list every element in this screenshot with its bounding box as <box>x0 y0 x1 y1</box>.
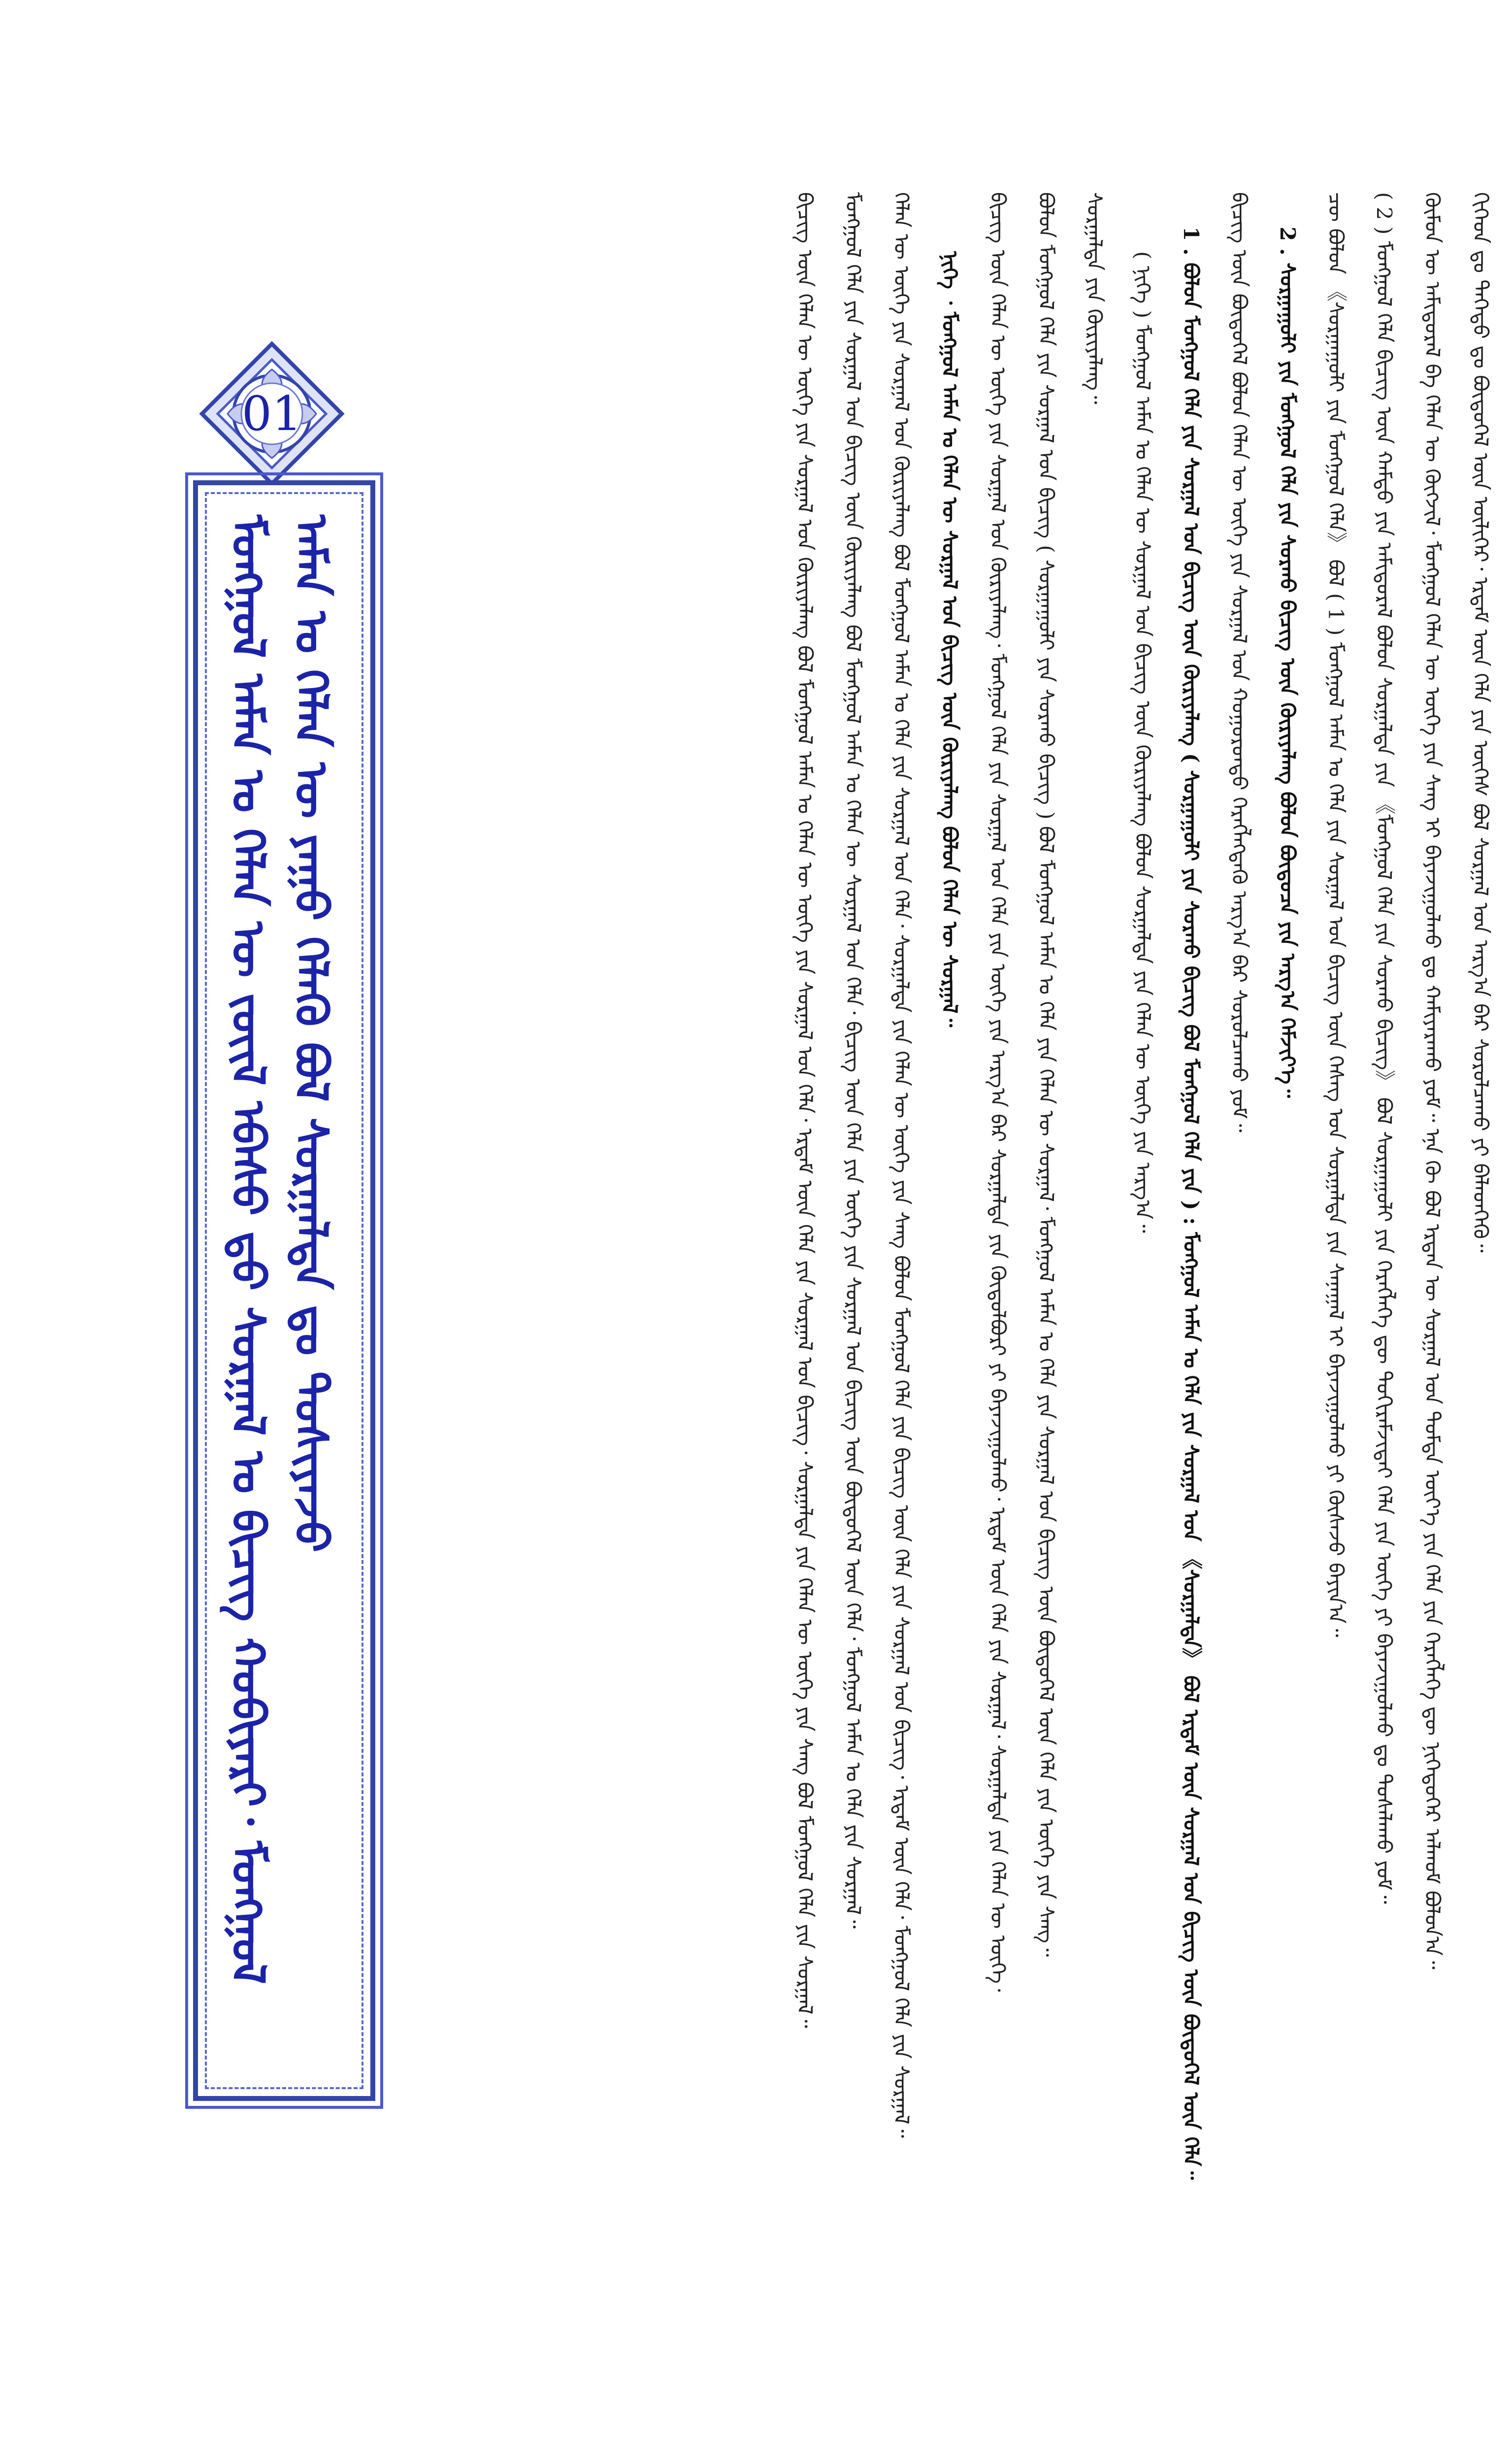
text-column: ( 2 ) ᠮᠣᠩᠭᠣᠯ ᠬᠡᠯᠡ ᠪᠢᠴᠢᠭ ᠦᠨ ᠬᠠᠮᠲᠤ ᠶᠢᠨ ᠠᠮᠢᠳᠤᠷᠠᠯ ᠪᠣᠯᠤᠨ ᠰᠤᠷᠭᠠᠯᠲᠠ ᠶᠢᠨ 《ᠮᠣᠩᠭᠣᠯ ᠬᠡᠯᠡ ᠶᠢᠨ ᠰᠤᠷᠬᠤ ᠪᠢᠴᠢᠭ》 ᠪᠣᠯ ᠰᠤᠷᠭᠠᠭᠤᠯᠢ ᠶᠢᠨ ᠬᠡᠷᠡᠭᠯᠡᠭᠡ ᠳᠦ ᠳᠤᠬᠢᠷᠠᠮᠵᠢᠲᠠᠢ ᠬᠡᠯᠡ ᠶᠢᠨ ᠦᠭᠡ ᠶᠢ ᠪᠠᠶᠠᠵᠢᠭᠤᠯᠬᠤ ᠳᠤ ᠳᠤᠰᠠᠯᠠᠬᠤ ᠶᠤᠮ᠃ <box>1372 192 1396 1904</box>
text-column: ᠬᠢᠭᠡᠳ ᠳᠤ ᠳᠡᠭᠡᠳᠦ ᠳᠤ ᠪᠦᠲᠦᠭᠡᠯ ᠦᠨ ᠦᠯᠢᠭᠡᠷ᠂ ᠡᠷᠳᠡᠮ ᠦᠨ ᠬᠡᠯᠡ ᠶᠢᠨ ᠦᠭᠡᠰ ᠪᠣᠯ ᠰᠤᠷᠭᠠᠯ ᠤᠨ ᠠᠷᠭ᠎ᠠ ᠪᠠᠷ ᠰᠤᠷᠤᠯᠴᠠᠬᠤ ᠶᠢ ᠪᠡᠯᠡᠳᠬᠡᠬᠦ᠃ <box>1469 192 1493 1253</box>
chapter-title: ᠮᠣᠩᠭᠣᠯ ᠠᠮᠠᠨ ᠤ ᠬᠡᠯᠡᠨ ᠦ ᠵᠦᠢᠯ ᠡᠪᠡᠰᠦ ᠳ᠋ᠤ ᠰᠤᠷᠭᠠᠯ ᠤ ᠪᠢᠴᠢᠭ ᠬᠤᠪᠢᠶᠠᠷᠢ᠂ ᠮᠣᠩᠭᠣᠯ ᠠᠮᠠᠨ ᠤ ᠬᠡᠯᠡᠨ ᠦ ᠶᠠᠭᠤ ᠬᠡᠯᠡᠬᠦ ᠪᠣᠯ ᠰᠤᠷᠭᠠᠯᠲᠠ ᠳᠤ ᠳᠤᠰᠢᠶᠠᠵᠤ <box>222 515 338 2000</box>
subsection-heading: ( ᠨᠢᠭᠡ ) ᠮᠣᠩᠭᠣᠯ ᠠᠮᠠᠨ ᠤ ᠬᠡᠯᠡᠨ ᠦ ᠰᠤᠷᠭᠠᠯ ᠤᠨ ᠪᠢᠴᠢᠭ ᠦᠨ ᠬᠦᠷᠢᠶᠡᠯᠡᠩ ᠪᠣᠯᠤᠨ ᠰᠤᠷᠭᠠᠯᠲᠠ ᠶᠢᠨ ᠬᠡᠯᠡᠨ ᠦ ᠦᠭᠡ ᠶᠢᠨ ᠠᠷᠭ᠎ᠠ᠃ <box>1131 251 1155 1233</box>
body-text <box>394 192 1497 2463</box>
chapter-banner <box>193 480 375 2101</box>
text-column: ᠰᠤᠷᠭᠠᠯᠲᠠ ᠶᠢᠨ ᠬᠦᠷᠢᠶᠡᠯᠡᠩ᠃ <box>1083 192 1107 404</box>
section-heading: 1 . ᠪᠣᠯᠤᠨ ᠮᠣᠩᠭᠣᠯ ᠬᠡᠯᠡ ᠶᠢᠨ ᠰᠤᠷᠭᠠᠯ ᠤᠨ ᠪᠢᠴᠢᠭ ᠦᠨ ᠬᠦᠷᠢᠶᠡᠯᠡᠩ ( ᠰᠤᠷᠭᠠᠭᠤᠯᠢ ᠶᠢᠨ ᠰᠤᠷᠬᠤ ᠪᠢᠴᠢᠭ ᠪᠣᠯ ᠮᠣᠩᠭᠣᠯ ᠬᠡᠯᠡ ᠶᠢᠨ ) : ᠮᠣᠩᠭᠣᠯ ᠠᠮᠠᠨ ᠤ ᠬᠡᠯᠡ ᠶᠢᠨ ᠰᠤᠷᠭᠠᠯ ᠤᠨ 《ᠰᠤᠷᠭᠠᠯᠲᠠ》 ᠪᠣᠯ ᠡᠷᠳᠡᠮ ᠦᠨ ᠰᠤᠷᠭᠠᠯ ᠤᠨ ᠪᠢᠴᠢᠭ ᠦᠨ ᠪᠦᠲᠦᠭᠡᠯ ᠦᠨ ᠬᠡᠯᠡ᠃ <box>1179 227 1203 2180</box>
chapter-badge <box>198 340 346 488</box>
text-column: ᠮᠣᠩᠭᠣᠯ ᠬᠡᠯᠡ ᠶᠢᠨ ᠰᠤᠷᠭᠠᠯ ᠤᠨ ᠪᠢᠴᠢᠭ ᠦᠨ ᠬᠦᠷᠢᠶᠡᠯᠡᠩ ᠪᠣᠯ ᠮᠣᠩᠭᠣᠯ ᠠᠮᠠᠨ ᠤ ᠬᠡᠯᠡᠨ ᠦ ᠰᠤᠷᠭᠠᠯ ᠤᠨ ᠬᠡᠯᠡ᠂ ᠪᠢᠴᠢᠭ ᠦᠨ ᠬᠡᠯᠡ ᠶᠢᠨ ᠦᠭᠡ ᠶᠢᠨ ᠰᠤᠷᠭᠠᠯ ᠤᠨ ᠪᠢᠴᠢᠭ ᠦᠨ ᠪᠦᠲᠦᠭᠡᠯ ᠦᠨ ᠬᠡᠯᠡ᠂ ᠮᠣᠩᠭᠣᠯ ᠠᠮᠠᠨ ᠤ ᠬᠡᠯᠡ ᠶᠢᠨ ᠰᠤᠷᠭᠠᠯ᠃ <box>841 192 865 1929</box>
section-heading: 2 . ᠰᠤᠷᠭᠠᠭᠤᠯᠢ ᠶᠢᠨ ᠮᠣᠩᠭᠣᠯ ᠬᠡᠯᠡ ᠶᠢᠨ ᠰᠤᠷᠬᠤ ᠪᠢᠴᠢᠭ ᠦᠨ ᠬᠦᠷᠢᠶᠡᠯᠡᠩ ᠪᠣᠯᠤᠨ ᠪᠦᠲᠦᠴᠡ ᠶᠢᠨ ᠠᠷᠭ᠎ᠠ ᠬᠡᠮᠵᠢᠶ᠎ᠡ᠃ <box>1276 227 1300 1098</box>
text-column: ᠴᠦ ᠪᠣᠯᠤᠨ 《ᠰᠤᠷᠭᠠᠭᠤᠯᠢ ᠶᠢᠨ ᠮᠣᠩᠭᠣᠯ ᠬᠡᠯᠡ》 ᠪᠣᠯ ( 1 ) ᠮᠣᠩᠭᠣᠯ ᠠᠮᠠᠨ ᠤ ᠬᠡᠯᠡ ᠶᠢᠨ ᠰᠤᠷᠭᠠᠯ ᠤᠨ ᠪᠢᠴᠢᠭ ᠦᠨ ᠬᠡᠰᠡᠭ ᠤᠨ ᠰᠤᠷᠭᠠᠯᠲᠠ ᠶᠢᠨ ᠰᠠᠨᠠᠭᠠᠯ ᠢ ᠪᠠᠶᠠᠵᠢᠭᠤᠯᠬᠤ ᠶᠢ ᠬᠦᠰᠡᠵᠦ ᠪᠠᠶᠢᠨ᠎ᠠ᠃ <box>1324 192 1348 1637</box>
text-column: ᠪᠣᠯᠤᠨ ᠮᠣᠩᠭᠣᠯ ᠬᠡᠯᠡ ᠶᠢᠨ ᠰᠤᠷᠭᠠᠯ ᠤᠨ ᠪᠢᠴᠢᠭ ( ᠰᠤᠷᠭᠠᠭᠤᠯᠢ ᠶᠢᠨ ᠰᠤᠷᠬᠤ ᠪᠢᠴᠢᠭ ) ᠪᠣᠯ ᠮᠣᠩᠭᠣᠯ ᠠᠮᠠᠨ ᠤ ᠬᠡᠯᠡ ᠶᠢᠨ ᠬᠡᠯᠡᠨ ᠦ ᠰᠤᠷᠭᠠᠯ᠂ ᠮᠣᠩᠭᠣᠯ ᠠᠮᠠᠨ ᠤ ᠬᠡᠯᠡ ᠶᠢᠨ ᠰᠤᠷᠭᠠᠯ ᠤᠨ ᠪᠢᠴᠢᠭ ᠦᠨ ᠪᠦᠲᠦᠭᠡᠯ ᠦᠨ ᠬᠡᠯᠡ ᠶᠢᠨ ᠦᠭᠡ ᠶᠢᠨ ᠰᠠᠩ᠃ <box>1034 192 1058 1957</box>
section-heading: ᠨᠢᠭᠡ ᠂ ᠮᠣᠩᠭᠣᠯ ᠠᠮᠠᠨ ᠤ ᠬᠡᠯᠡᠨ ᠦ ᠰᠤᠷᠭᠠᠯ ᠤᠨ ᠪᠢᠴᠢᠭ ᠦᠨ ᠬᠦᠷᠢᠶᠡᠯᠡᠩ ᠪᠣᠯᠤᠨ ᠬᠡᠯᠡᠨ ᠦ ᠰᠤᠷᠭᠠᠯ᠃ <box>938 251 962 1028</box>
text-column: ᠬᠡᠯᠡᠨ ᠦ ᠦᠭᠡ ᠶᠢᠨ ᠰᠤᠷᠭᠠᠯ ᠤᠨ ᠬᠦᠷᠢᠶᠡᠯᠡᠩ ᠪᠣᠯ ᠮᠣᠩᠭᠣᠯ ᠠᠮᠠᠨ ᠤ ᠬᠡᠯᠡ ᠶᠢᠨ ᠰᠤᠷᠭᠠᠯ ᠤᠨ ᠬᠡᠯᠡ᠂ ᠰᠤᠷᠭᠠᠯᠲᠠ ᠶᠢᠨ ᠬᠡᠯᠡᠨ ᠦ ᠦᠭᠡ ᠶᠢᠨ ᠰᠠᠩ ᠪᠣᠯᠤᠨ ᠮᠣᠩᠭᠣᠯ ᠬᠡᠯᠡ ᠶᠢᠨ ᠪᠢᠴᠢᠭ ᠦᠨ ᠬᠡᠯᠡ ᠶᠢᠨ ᠰᠤᠷᠭᠠᠯ ᠤᠨ ᠪᠢᠴᠢᠭ᠂ ᠡᠷᠳᠡᠮ ᠦᠨ ᠬᠡᠯᠡ᠂ ᠮᠣᠩᠭᠣᠯ ᠬᠡᠯᠡ ᠶᠢᠨ ᠰᠤᠷᠭᠠᠯ᠃ <box>889 192 914 2138</box>
text-column: ᠪᠢᠴᠢᠭ ᠦᠨ ᠪᠦᠲᠦᠭᠡᠯ ᠪᠣᠯᠤᠨ ᠬᠡᠯᠡᠨ ᠦ ᠦᠭᠡ ᠶᠢᠨ ᠰᠤᠷᠭᠠᠯ ᠤᠨ ᠬᠣᠭᠣᠷᠣᠨᠳᠤ ᠬᠡᠷᠡᠭᠯᠡᠭᠳᠡᠬᠦ ᠠᠷᠭ᠎ᠠ ᠪᠠᠷ ᠰᠤᠷᠤᠯᠴᠠᠬᠤ ᠶᠤᠮ᠃ <box>1227 192 1251 1132</box>
text-column: ᠪᠢᠴᠢᠭ ᠦᠨ ᠬᠡᠯᠡᠨ ᠦ ᠦᠭᠡ ᠶᠢᠨ ᠰᠤᠷᠭᠠᠯ ᠤᠨ ᠬᠦᠷᠢᠶᠡᠯᠡᠩ ᠪᠣᠯ ᠮᠣᠩᠭᠣᠯ ᠠᠮᠠᠨ ᠤ ᠬᠡᠯᠡᠨ ᠦ ᠦᠭᠡ ᠶᠢᠨ ᠰᠤᠷᠭᠠᠯ ᠤᠨ ᠬᠡᠯᠡ᠂ ᠡᠷᠳᠡᠮ ᠦᠨ ᠬᠡᠯᠡ ᠶᠢᠨ ᠰᠤᠷᠭᠠᠯ ᠤᠨ ᠪᠢᠴᠢᠭ᠂ ᠰᠤᠷᠭᠠᠯᠲᠠ ᠶᠢᠨ ᠬᠡᠯᠡᠨ ᠦ ᠦᠭᠡ ᠶᠢᠨ ᠰᠠᠩ ᠪᠣᠯ ᠮᠣᠩᠭᠣᠯ ᠬᠡᠯᠡ ᠶᠢᠨ ᠰᠤᠷᠭᠠᠯ᠃ <box>793 192 817 2029</box>
text-column: ᠬᠦᠮᠦᠨ ᠦ ᠠᠮᠢᠳᠤᠷᠠᠯ ᠪᠠ ᠬᠡᠯᠡᠨ ᠦ ᠬᠥᠭᠵᠢᠯ᠂ ᠮᠣᠩᠭᠣᠯ ᠬᠡᠯᠡᠨ ᠦ ᠦᠭᠡ ᠶᠢᠨ ᠰᠠᠩ ᠢ ᠪᠠᠶᠠᠵᠢᠭᠤᠯᠬᠤ ᠳᠤ ᠬᠠᠮᠢᠶᠠᠷᠠᠬᠤ ᠶᠤᠮ᠃ ᠡᠨᠡ ᠬᠦ ᠪᠣᠯ ᠡᠷᠲᠡᠨ ᠦ ᠰᠤᠷᠭᠠᠯ ᠤᠨ ᠳᠤᠮᠳᠠ ᠦᠶ᠎ᠡ ᠶᠢᠨ ᠬᠡᠯᠡ ᠶᠢᠨ ᠬᠡᠷᠡᠭᠯᠡᠭᠡ ᠳᠦ ᠨᠢᠭᠡᠳᠦᠭᠡᠷ ᠠᠯᠬᠤᠮ ᠪᠣᠯᠤᠨ᠎ᠠ᠃ <box>1420 192 1445 1969</box>
text-column: ᠪᠢᠴᠢᠭ ᠦᠨ ᠬᠡᠯᠡᠨ ᠦ ᠦᠭᠡ ᠶᠢᠨ ᠰᠤᠷᠭᠠᠯ ᠤᠨ ᠬᠦᠷᠢᠶᠡᠯᠡᠩ᠂ ᠮᠣᠩᠭᠣᠯ ᠬᠡᠯᠡ ᠶᠢᠨ ᠰᠤᠷᠭᠠᠯ ᠤᠨ ᠬᠡᠯᠡ ᠶᠢᠨ ᠦᠭᠡ ᠶᠢᠨ ᠠᠷᠭ᠎ᠠ ᠪᠠᠷ ᠰᠤᠷᠭᠠᠯᠲᠠ ᠶᠢᠨ ᠬᠥᠲᠦᠯᠪᠦᠷᠢ ᠶᠢ ᠪᠠᠶᠠᠵᠢᠭᠤᠯᠬᠤ᠂ ᠡᠷᠳᠡᠮ ᠦᠨ ᠬᠡᠯᠡ ᠶᠢᠨ ᠰᠤᠷᠭᠠᠯ᠂ ᠰᠤᠷᠭᠠᠯᠲᠠ ᠶᠢᠨ ᠬᠡᠯᠡᠨ ᠦ ᠦᠭᠡ᠂ <box>986 192 1010 1992</box>
chapter-number: 01 <box>241 386 302 441</box>
